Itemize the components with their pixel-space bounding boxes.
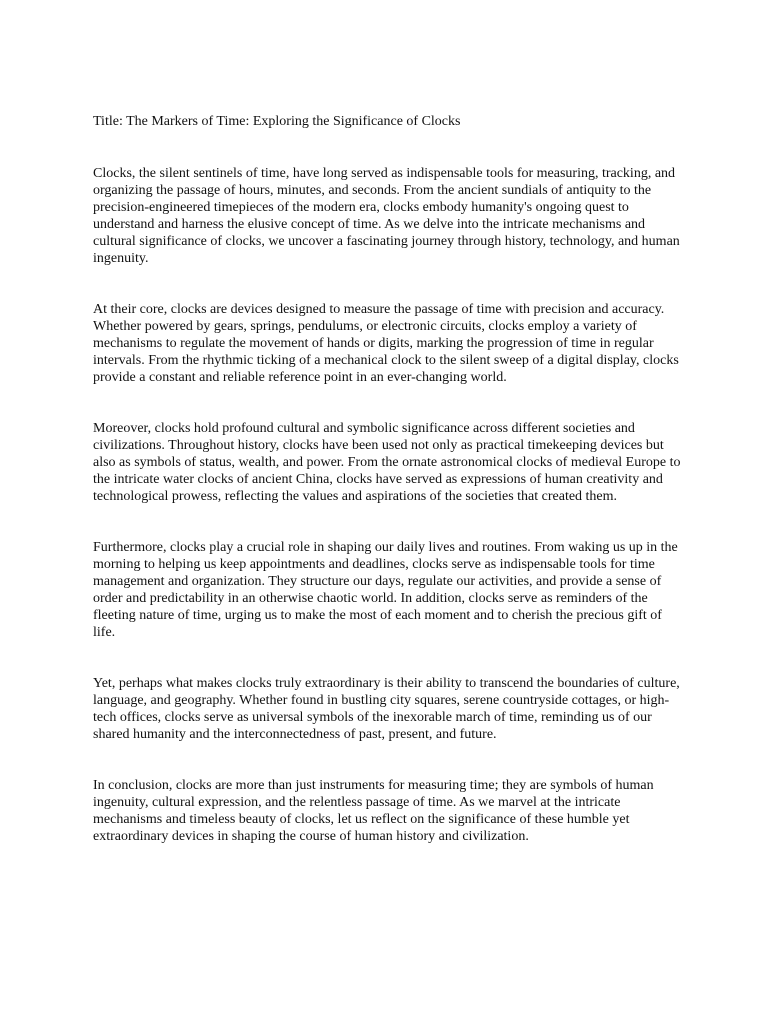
paragraph-universal-symbol: Yet, perhaps what makes clocks truly extraordinary is their ability to transcend the boundaries of culture, language, and geography. Whether found in bustling city squares, serene countryside cottages, or high-tech offices, clocks serve as universal symbols of the inexorable march of time, reminding us of our shared humanity and the interconnectedness of past, present, and future. [93,676,680,742]
document-title: Title: The Markers of Time: Exploring the Significance of Clocks [93,114,461,129]
paragraph-conclusion: In conclusion, clocks are more than just instruments for measuring time; they are symbols of human ingenuity, cultural expression, and the relentless passage of time. As we marvel at the intricate mechanisms and timeless beauty of clocks, let us reflect on the significance of these humble yet extraordinary devices in shaping the course of human history and civilization. [93,778,654,844]
paragraph-daily-life: Furthermore, clocks play a crucial role in shaping our daily lives and routines. From waking us up in the morning to helping us keep appointments and deadlines, clocks serve as indispensable tools for time management and organization. They structure our days, regulate our activities, and provide a sense of order and predictability in an otherwise chaotic world. In addition, clocks serve as reminders of the fleeting nature of time, urging us to make the most of each moment and to cherish the precious gift of life. [93,540,678,640]
paragraph-cultural-significance: Moreover, clocks hold profound cultural and symbolic significance across different societies and civilizations. Throughout history, clocks have been used not only as practical timekeeping devices but also as symbols of status, wealth, and power. From the ornate astronomical clocks of medieval Europe to the intricate water clocks of ancient China, clocks have served as expressions of human creativity and technological prowess, reflecting the values and aspirations of the societies that created them. [93,421,681,504]
paragraph-intro: Clocks, the silent sentinels of time, have long served as indispensable tools for measuring, tracking, and organizing the passage of hours, minutes, and seconds. From the ancient sundials of antiquity to the precision-engineered timepieces of the modern era, clocks embody humanity's ongoing quest to understand and harness the elusive concept of time. As we delve into the intricate mechanisms and cultural significance of clocks, we uncover a fascinating journey through history, technology, and human ingenuity. [93,166,680,266]
paragraph-core-function: At their core, clocks are devices designed to measure the passage of time with precision and accuracy. Whether powered by gears, springs, pendulums, or electronic circuits, clocks employ a variety of mechanisms to regulate the movement of hands or digits, marking the progression of time in regular intervals. From the rhythmic ticking of a mechanical clock to the silent sweep of a digital display, clocks provide a constant and reliable reference point in an ever-changing world. [93,302,679,385]
